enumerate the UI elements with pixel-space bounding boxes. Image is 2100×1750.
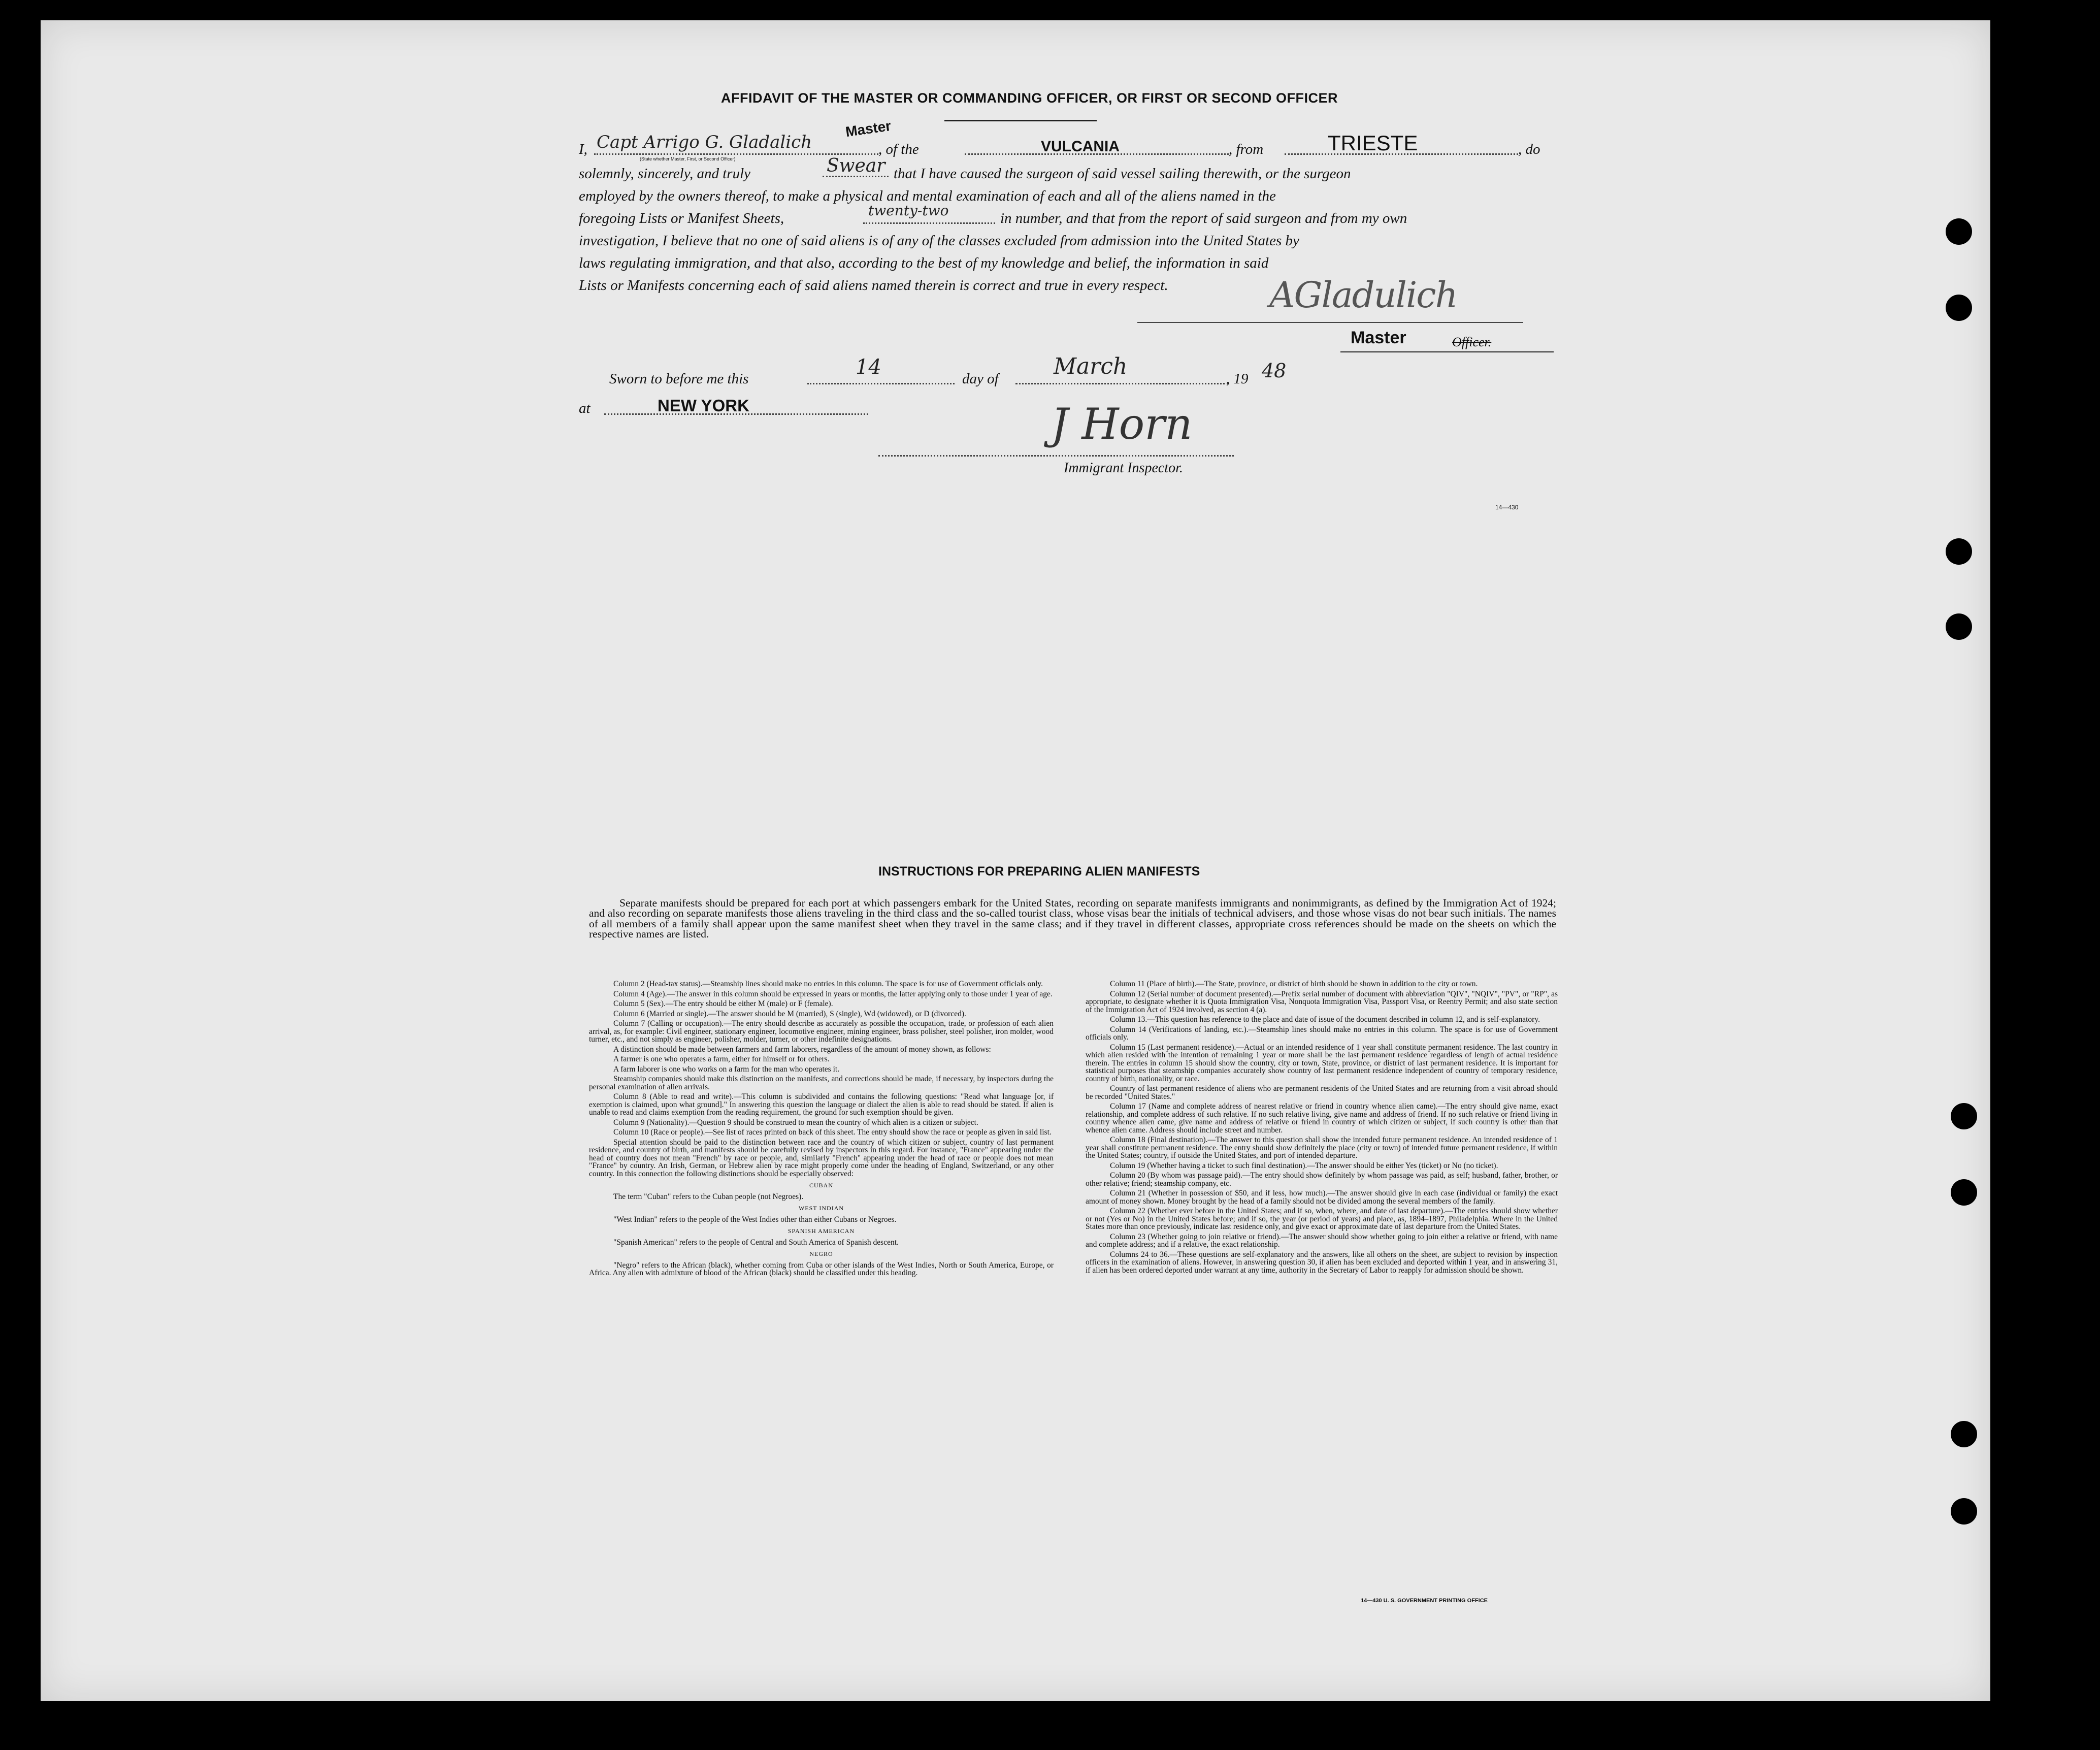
punch-hole: [1946, 218, 1972, 245]
right-item: Column 13.—This question has reference to the place and date of issue of the document described in column 12, and is self-explanatory.: [1110, 1015, 1540, 1024]
line4-suffix: in number, and that from the report of said surgeon and from my own: [1000, 210, 1407, 226]
signer-struck: Officer.: [1452, 335, 1492, 349]
punch-hole: [1951, 1498, 1977, 1525]
vessel-name: VULCANIA: [1041, 138, 1120, 155]
instructions-right-column: [1086, 980, 1558, 1276]
west-indian-heading: WEST INDIAN: [798, 1205, 844, 1212]
punch-hole: [1951, 1103, 1977, 1129]
signature-line: [1137, 322, 1523, 323]
left-item: Column 8 (Able to read and write).—This column is subdivided and contains the following questions: "Read what language [or, if exemption is claimed, upon what ground]." In answering this question the language or dialect the alien is able to read should be stated. If alien is unable to read and claims exemption from the reading requirement, the ground for such exemption should be given.: [589, 1092, 1054, 1117]
line1-prefix: I,: [579, 141, 587, 157]
sworn-prefix: Sworn to before me this: [609, 371, 749, 387]
spanish-american-heading: SPANISH AMERICAN: [787, 1227, 855, 1235]
right-item: Column 22 (Whether ever before in the United States; and if so, when, where, and date of last departure).—The entries should show whether or not (Yes or No) in the United States before; and if so, the year (or period of years) and place, as, 1894–1897, Philadelphia. Where in the United States more than once previously, indicate last residence only, and give exact or approximate date of last departure from the United States.: [1086, 1207, 1558, 1231]
punch-hole: [1951, 1179, 1977, 1206]
right-item: Columns 24 to 36.—These questions are self-explanatory and the answers, like all others on the sheet, are subject to revision by inspection officers in the examination of aliens. However, in answering question 30, if alien has been excluded and deported within 1 year, and in answering 31, if alien has been ordered deported under warrant at any time, authority in the Secretary of Labor to reapply for admission should be shown.: [1086, 1250, 1558, 1275]
punch-hole: [1946, 295, 1972, 321]
left-item: Steamship companies should make this distinction on the manifests, and corrections should be made, if necessary, by inspectors during the personal examination of alien arrivals.: [589, 1075, 1054, 1091]
spanish-american-text: "Spanish American" refers to the people of Central and South America of Spanish descent.: [613, 1238, 899, 1247]
master-name-handwritten: Capt Arrigo G. Gladalich: [597, 132, 812, 152]
sworn-day-field: [807, 383, 955, 384]
cuban-text: The term "Cuban" refers to the Cuban people (not Negroes).: [613, 1192, 804, 1201]
sworn-day-of: day of: [962, 371, 999, 387]
signer-rule: [1340, 351, 1554, 352]
negro-text: "Negro" refers to the African (black), whether coming from Cuba or other islands of the West Indies, North or South America, Europe, or Africa. Any alien with admixture of blood of the African (black) should be classified under this heading.: [589, 1260, 1054, 1277]
affidavit-title: AFFIDAVIT OF THE MASTER OR COMMANDING OFFICER, OR FIRST OR SECOND OFFICER: [721, 90, 1338, 106]
right-item: Column 23 (Whether going to join relative or friend).—The answer should show whether going to join either a relative or friend, with name and complete address; and if a relative, the exact relationship.: [1086, 1232, 1558, 1249]
left-item: Column 10 (Race or people).—See list of races printed on back of this sheet. The entry should show the race or people as given in said list.: [613, 1128, 1052, 1137]
instructions-left-column: [589, 980, 1054, 1279]
inspector-title: Immigrant Inspector.: [1064, 460, 1183, 476]
right-item: Column 20 (By whom was passage paid).—The entry should show definitely by whom passage was paid, as self; husband, father, brother, or other relative; friend; steamship company, etc.: [1086, 1171, 1558, 1188]
right-item: Column 18 (Final destination).—The answer to this question shall show the intended future permanent residence. An intended residence of 1 year shall constitute permanent residence. The entry should show definitely the place (city or town) of intended future permanent residence, if within the United States; country, if outside the United States, and port of intended departure.: [1086, 1136, 1558, 1160]
left-item: A distinction should be made between farmers and farm laborers, regardless of the amount of money shown, as follows:: [613, 1045, 991, 1054]
inspector-line: [878, 455, 1234, 457]
printer-imprint: 14—430 U. S. GOVERNMENT PRINTING OFFICE: [1361, 1598, 1488, 1604]
left-item: Special attention should be paid to the distinction between race and the country of which citizen or subject, country of last permanent residence, and country of birth, and manifests should be carefully revised by inspectors in this regard. For instance, "France" appearing under the head of country does not mean "French" by race or people, and, similarly "French" appearing under the head of race or people does not mean "France" by country. An Irish, German, or Hebrew alien by race might properly come under the heading of England, Switzerland, or any other country. In this connection the following distinctions should be especially observed:: [589, 1138, 1054, 1178]
punch-hole: [1951, 1421, 1977, 1447]
port-name: TRIESTE: [1328, 131, 1418, 155]
punch-hole: [1946, 538, 1972, 565]
line1-of-the: , of the: [878, 141, 919, 157]
document-page: [41, 20, 1990, 1701]
west-indian-text: "West Indian" refers to the people of the West Indies other than either Cubans or Negroes.: [613, 1215, 897, 1224]
left-item: Column 7 (Calling or occupation).—The entry should describe as accurately as possible the occupation, trade, or profession of each alien arrival, as, for example: Civil engineer, stationary engineer, locomotive engineer, mining engineer, brass polisher, steel polisher, iron molder, wood turner, etc., and not simply as engineer, polisher, molder, turner, or other indefinite designations.: [589, 1019, 1054, 1044]
sworn-year: 48: [1262, 360, 1287, 382]
right-item: Column 14 (Verifications of landing, etc.).—Steamship lines should make no entries in this column. The space is for use of Government officials only.: [1086, 1025, 1558, 1042]
right-item: Column 11 (Place of birth).—The State, province, or district of birth should be shown in addition to the city or town.: [1110, 980, 1478, 988]
state-caption: (State whether Master, First, or Second Officer): [640, 156, 736, 161]
right-item: Column 12 (Serial number of document presented).—Prefix serial number of document with abbreviation "QIV", "NQIV", "PV", or "RP", as appropriate, to designate whether it is Quota Immigration Visa, Nonquota Immigration Visa, Passport Visa, or Reentry Permit; and also state section of the Immigration Act of 1924 involved, as section 4 (a).: [1086, 989, 1558, 1014]
cuban-heading: CUBAN: [809, 1182, 833, 1189]
master-stamp: Master: [844, 117, 892, 140]
inspector-signature: J Horn: [1051, 399, 1193, 449]
title-rule: [944, 120, 1097, 121]
left-item: A farm laborer is one who works on a farm for the man who operates it.: [613, 1064, 840, 1074]
left-item: Column 5 (Sex).—The entry should be either M (male) or F (female).: [613, 999, 833, 1008]
line1-do: , do: [1518, 141, 1540, 157]
right-item: Column 17 (Name and complete address of nearest relative or friend in country whence alien came).—The entry should give name, exact relationship, and complete address of such relative. If no such relative living, give name and address of friend. If no such relative or friend living in country whence alien came, give name and address of relative or friend in country of which citizen or subject, if such country is other than that whence alien came. Address should include street and number.: [1086, 1102, 1558, 1135]
line2-suffix: that I have caused the surgeon of said vessel sailing therewith, or the surgeon: [894, 166, 1351, 182]
line5: investigation, I believe that no one of said aliens is of any of the classes excluded from admission into the United States by: [579, 233, 1299, 249]
sworn-month-field: [1015, 383, 1229, 384]
right-item: Country of last permanent residence of aliens who are permanent residents of the United States and are returning from a visit abroad should be recorded "United States.": [1086, 1084, 1558, 1101]
line1-from: , from: [1229, 141, 1264, 157]
master-name-field: [594, 153, 878, 155]
right-item: Column 15 (Last permanent residence).—Actual or an intended residence of 1 year shall constitute permanent residence. The last country in which alien resided with the intention of remaining 1 year or more shall be the last permanent residence regardless of length of actual residence therein. The entries in column 15 should show the country, city or town, State, province, or district of last permanent residence. It is important for statistical purposes that steamship companies accurately show country of last permanent residence independent of country of temporary residence, country of birth, nationality, or race.: [1086, 1043, 1558, 1083]
signer-title: Master: [1351, 328, 1406, 347]
line7: Lists or Manifests concerning each of said aliens named therein is correct and true in every respect.: [579, 277, 1168, 294]
left-item: Column 6 (Married or single).—The answer should be M (married), S (single), Wd (widowed), or D (divorced).: [613, 1009, 966, 1018]
place-name: NEW YORK: [658, 396, 749, 415]
sworn-year-prefix: , 19: [1226, 371, 1249, 387]
left-item: Column 2 (Head-tax status).—Steamship lines should make no entries in this column. The space is for use of Government officials only.: [613, 980, 1043, 988]
left-item: A farmer is one who operates a farm, either for himself or for others.: [613, 1055, 830, 1063]
line6: laws regulating immigration, and that also, according to the best of my knowledge and belief, the information in said: [579, 255, 1269, 271]
line3: employed by the owners thereof, to make a physical and mental examination of each and all of the aliens named in the: [579, 188, 1276, 204]
left-item: Column 9 (Nationality).—Question 9 should be construed to mean the country of which alien is a citizen or subject.: [613, 1118, 978, 1127]
right-item: Column 21 (Whether in possession of $50, and if less, how much).—The answer should give in each case (individual or family) the exact amount of money shown. Money brought by the head of a family should not be divided among the several members of the family.: [1086, 1189, 1558, 1206]
sheet-count-field: [863, 222, 995, 224]
sworn-day: 14: [856, 355, 881, 379]
punch-hole: [1946, 613, 1972, 640]
instructions-title: INSTRUCTIONS FOR PREPARING ALIEN MANIFESTS: [878, 864, 1200, 879]
master-signature: AGladulich: [1269, 274, 1457, 316]
sworn-month: March: [1054, 353, 1128, 379]
line4-prefix: foregoing Lists or Manifest Sheets,: [579, 210, 784, 226]
instructions-intro: Separate manifests should be prepared for each port at which passengers embark for the United States, recording on separate manifests immigrants and nonimmigrants, as defined by the Immigration Act of 1924; and also recording on separate manifests those aliens traveling in the third class and the so-called tourist class, whose visas bear the initials of technical advisers, and those whose visas do not bear such initials. The names of all members of a family shall appear upon the same manifest sheet when they travel in the same class; and if they travel in different classes, appropriate cross references should be made on the sheets on which the respective names are listed.: [589, 897, 1556, 941]
oath-word: Swear: [827, 155, 885, 176]
at-label: at: [579, 400, 590, 416]
form-number: 14—430: [1495, 504, 1519, 511]
right-item: Column 19 (Whether having a ticket to such final destination).—The answer should be either Yes (ticket) or No (no ticket).: [1110, 1161, 1498, 1170]
sheet-count: twenty-two: [868, 202, 949, 219]
negro-heading: NEGRO: [809, 1250, 833, 1257]
left-item: Column 4 (Age).—The answer in this column should be expressed in years or months, the latter applying only to those under 1 year of age.: [613, 989, 1053, 998]
line2-prefix: solemnly, sincerely, and truly: [579, 166, 751, 182]
